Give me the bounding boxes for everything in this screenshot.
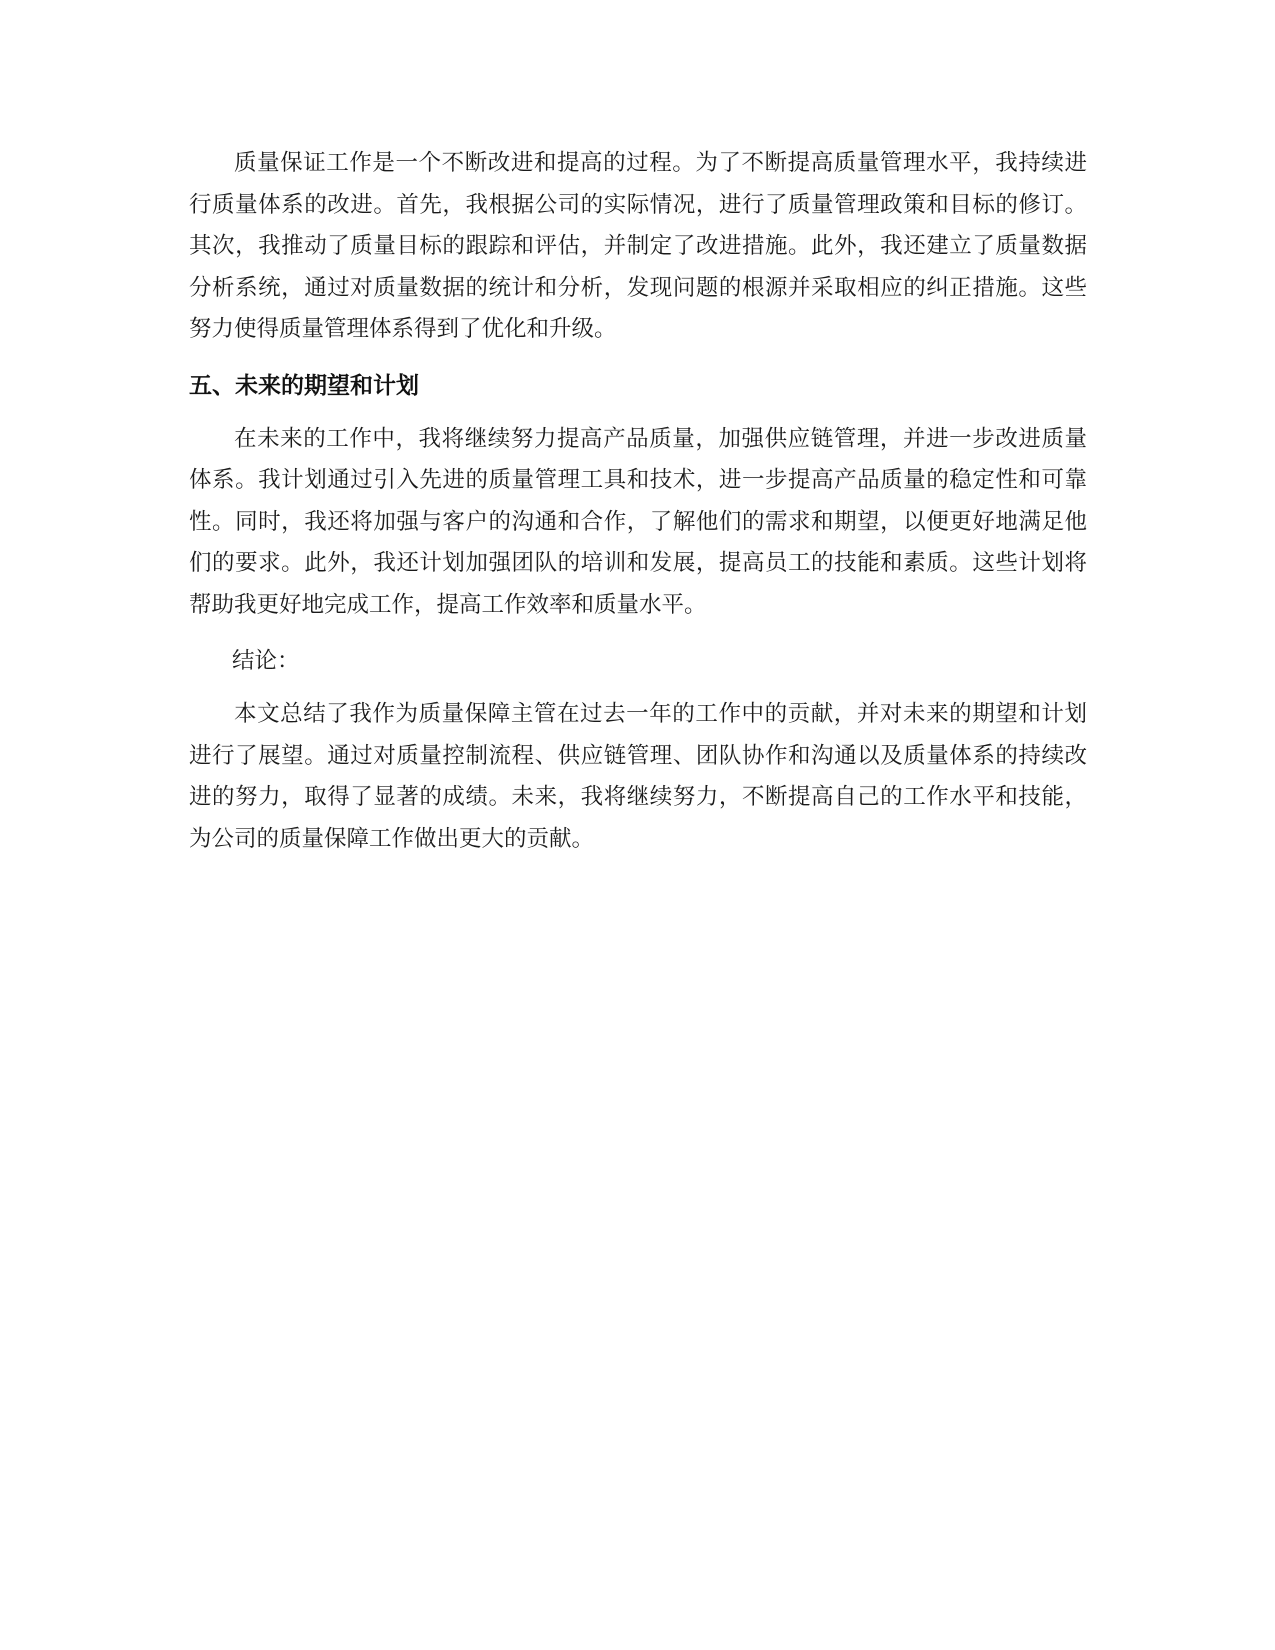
document-body (189, 143, 1087, 860)
section-heading-future-plans: 五、未来的期望和计划 (189, 372, 419, 399)
paragraph-conclusion: 本文总结了我作为质量保障主管在过去一年的工作中的贡献，并对未来的期望和计划进行了展望。通过对质量控制流程、供应链管理、团队协作和沟通以及质量体系的持续改进的努力，取得了显著的成绩。未来，我将继续努力，不断提高自己的工作水平和技能，为公司的质量保障工作做出更大的贡献。 (189, 701, 1087, 852)
paragraph-quality-improvement: 质量保证工作是一个不断改进和提高的过程。为了不断提高质量管理水平，我持续进行质量体系的改进。首先，我根据公司的实际情况，进行了质量管理政策和目标的修订。其次，我推动了质量目标的跟踪和评估，并制定了改进措施。此外，我还建立了质量数据分析系统，通过对质量数据的统计和分析，发现问题的根源并采取相应的纠正措施。这些努力使得质量管理体系得到了优化和升级。 (189, 150, 1087, 342)
paragraph-future-plans: 在未来的工作中，我将继续努力提高产品质量，加强供应链管理，并进一步改进质量体系。我计划通过引入先进的质量管理工具和技术，进一步提高产品质量的稳定性和可靠性。同时，我还将加强与客户的沟通和合作，了解他们的需求和期望，以便更好地满足他们的要求。此外，我还计划加强团队的培训和发展，提高员工的技能和素质。这些计划将帮助我更好地完成工作，提高工作效率和质量水平。 (189, 425, 1087, 618)
conclusion-label: 结论： (232, 648, 300, 674)
